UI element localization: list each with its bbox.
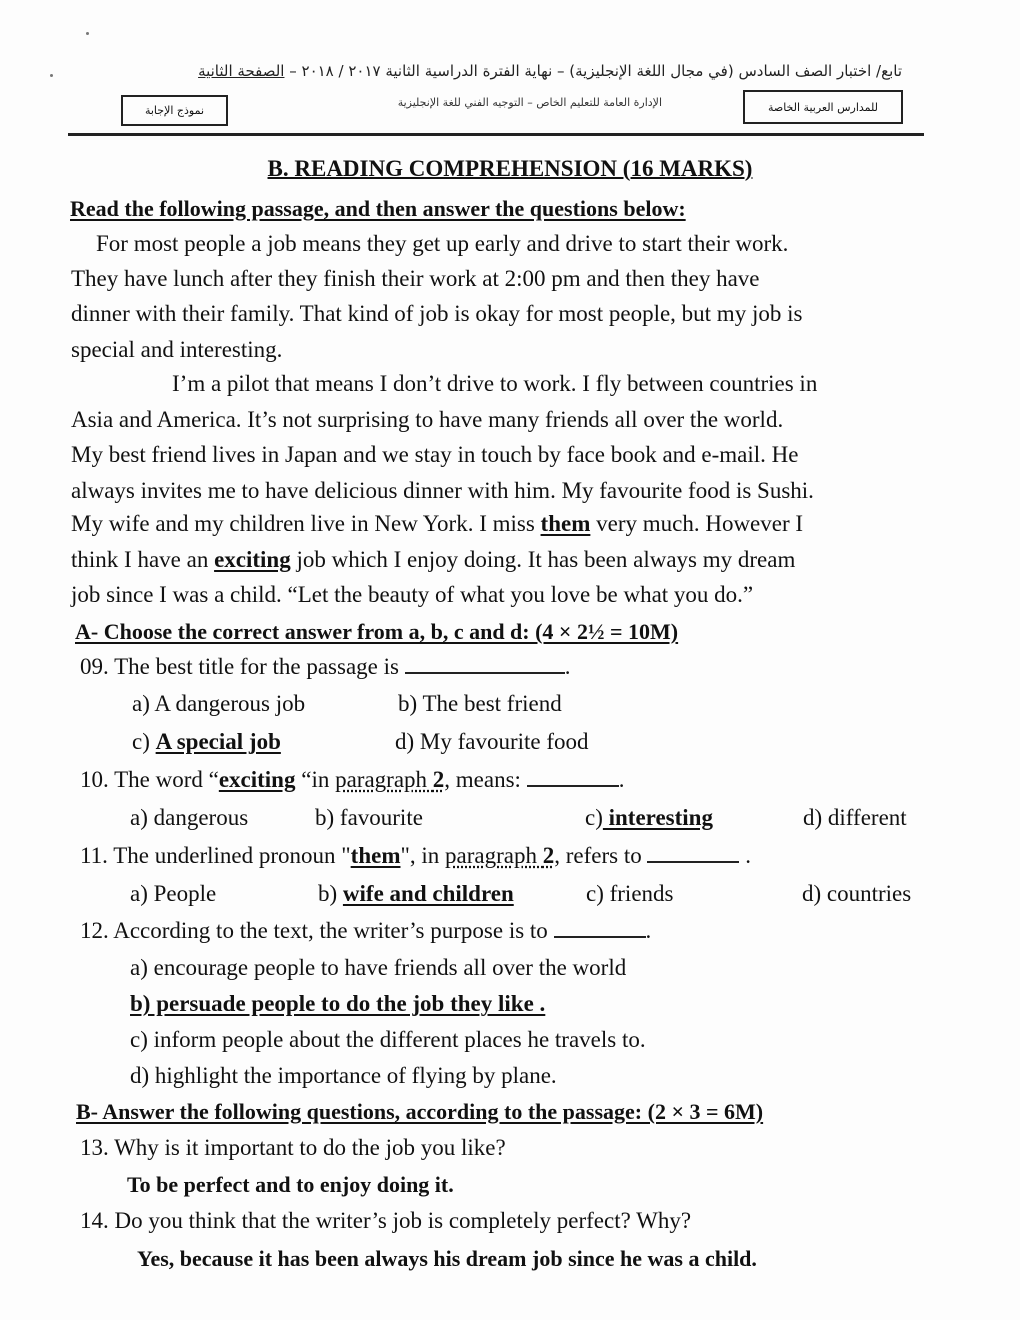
passage-line: They have lunch after they finish their work at 2:00 pm and then they have	[71, 266, 760, 291]
text-span: My wife and my children live in New York. I miss	[71, 511, 541, 536]
option-b: b) The best friend	[398, 691, 562, 716]
option-b-correct: b) persuade people to do the job they like .	[130, 991, 546, 1016]
arabic-exam-title	[198, 62, 902, 80]
text-span: paragraph	[445, 843, 543, 868]
text-span: , refers to	[554, 843, 642, 868]
paragraph-number: 2	[432, 767, 445, 792]
question-12: 12. According to the text, the writer’s purpose is to .	[80, 918, 652, 943]
question-10: 10. The word “exciting “in paragraph 2, means: .	[80, 767, 625, 792]
private-schools-box	[743, 90, 903, 124]
exam-title-text: تابع/ اختبار الصف السادس (في مجال اللغة الإنجليزية) – نهاية الفترة الدراسية الثانية ٢٠١٧ / ٢٠١٨ –	[284, 62, 902, 80]
question-11: 11. The underlined pronoun "them", in paragraph 2, refers to .	[80, 843, 751, 868]
passage-line	[71, 509, 803, 539]
text-span: 10. The word “	[80, 767, 219, 792]
scan-speck	[86, 32, 89, 35]
passage-line: always invites me to have delicious dinner with him. My favourite food is Sushi.	[71, 478, 814, 503]
text-span: , means:	[444, 767, 521, 792]
private-schools-label: للمدارس العربية الخاصة	[767, 100, 879, 114]
passage-line: job since I was a child. “Let the beauty of what you love be what you do.”	[71, 582, 754, 607]
passage-line	[71, 545, 795, 575]
text-span: paragraph	[335, 767, 433, 792]
option-letter: c)	[132, 729, 156, 754]
passage-line: dinner with their family. That kind of job is okay for most people, but my job is	[71, 301, 803, 326]
question-14: 14. Do you think that the writer’s job is completely perfect? Why?	[80, 1208, 692, 1233]
passage-line: For most people a job means they get up early and drive to start their work.	[96, 231, 789, 256]
option-letter: b)	[318, 881, 343, 906]
option-d: d) different	[803, 805, 907, 830]
option-d: d) My favourite food	[395, 729, 589, 754]
passage-line: special and interesting.	[71, 337, 283, 362]
option-a: a) encourage people to have friends all over the world	[130, 955, 627, 980]
answer-key-label: نموذج الإجابة	[144, 104, 205, 117]
underlined-word-exciting: exciting	[214, 547, 291, 572]
question-stem: 09. The best title for the passage is	[80, 654, 399, 679]
option-c: c) inform people about the different places he travels to.	[130, 1027, 646, 1052]
page-label: الصفحة الثانية	[198, 62, 285, 80]
instruction: Read the following passage, and then answer the questions below:	[70, 196, 686, 221]
option-b: b) favourite	[315, 805, 423, 830]
option-a: a) People	[130, 881, 217, 906]
underlined-word-them: them	[540, 511, 591, 536]
text-span: “in	[295, 767, 336, 792]
option-c: c) friends	[586, 881, 674, 906]
highlighted-word: them	[350, 843, 401, 868]
part-a-header: A- Choose the correct answer from a, b, c and d: (4 × 2½ = 10M)	[75, 619, 679, 644]
scan-speck	[50, 74, 53, 77]
correct-answer: wife and children	[342, 881, 514, 906]
correct-answer: A special job	[155, 729, 281, 754]
part-b-header: B- Answer the following questions, according to the passage: (2 × 3 = 6M)	[76, 1099, 764, 1124]
option-d: d) countries	[802, 881, 912, 906]
text-span: 11. The underlined pronoun "	[80, 843, 351, 868]
option-letter: c)	[585, 805, 603, 830]
correct-answer: interesting	[602, 805, 713, 830]
question-stem: 12. According to the text, the writer’s purpose is to	[80, 918, 548, 943]
text-span: think I have an	[71, 547, 215, 572]
answer-14: Yes, because it has been always his dream job since he was a child.	[137, 1246, 757, 1271]
option-a: a) dangerous	[130, 805, 249, 830]
header-divider	[68, 133, 924, 136]
paragraph-ref	[445, 843, 554, 868]
answer-13: To be perfect and to enjoy doing it.	[127, 1172, 454, 1197]
section-title-text: B. READING COMPREHENSION (16 MARKS)	[267, 156, 753, 181]
option-c-correct	[585, 803, 713, 833]
paragraph-ref	[335, 767, 444, 792]
answer-blank	[527, 767, 619, 787]
option-b-correct	[318, 879, 514, 909]
option-c-correct	[132, 727, 281, 757]
passage-line: My best friend lives in Japan and we stay in touch by face book and e-mail. He	[71, 442, 799, 467]
answer-key-box	[121, 95, 228, 126]
text-span: job which I enjoy doing. It has been always my dream	[290, 547, 796, 572]
highlighted-word: exciting	[218, 767, 296, 792]
answer-blank	[554, 918, 646, 938]
passage-line: I’m a pilot that means I don’t drive to work. I fly between countries in	[172, 371, 818, 396]
answer-blank	[647, 843, 739, 863]
arabic-department-subtitle: الإدارة العامة للتعليم الخاص – التوجيه الفني للغة الإنجليزية	[397, 96, 662, 109]
question-09: 09. The best title for the passage is .	[80, 654, 571, 679]
passage-line: Asia and America. It’s not surprising to have many friends all over the world.	[71, 407, 784, 432]
text-span: very much. However I	[590, 511, 804, 536]
answer-blank	[405, 654, 565, 674]
question-13: 13. Why is it important to do the job you like?	[80, 1135, 506, 1160]
section-title	[0, 156, 1020, 182]
option-a: a) A dangerous job	[132, 691, 306, 716]
option-d: d) highlight the importance of flying by plane.	[130, 1063, 557, 1088]
text-span: ", in	[400, 843, 446, 868]
paragraph-number: 2	[542, 843, 555, 868]
